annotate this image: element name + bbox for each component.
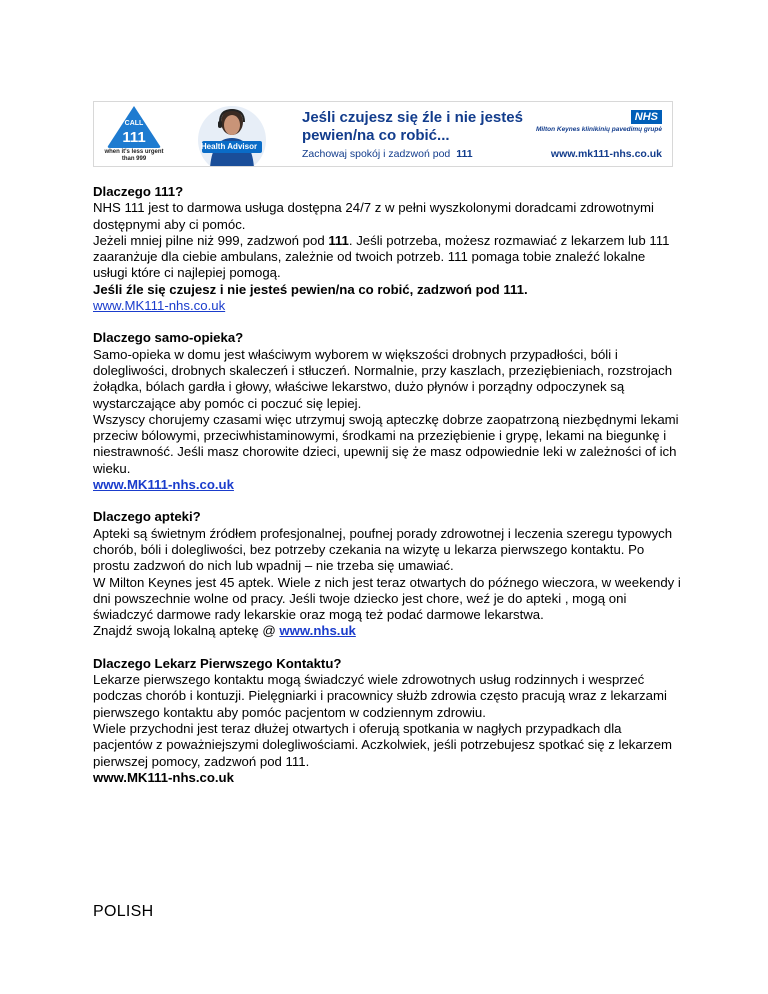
paragraph	[93, 623, 683, 639]
health-advisor-photo-icon	[196, 102, 268, 167]
section-self-care	[93, 330, 683, 493]
badge-caption: when it's less urgent than 999	[104, 149, 164, 162]
bold-callout: Jeśli źle się czujesz i nie jesteś pewien/na co robić, zadzwoń pod 111.	[93, 281, 528, 297]
banner-subline	[302, 148, 473, 160]
paragraph: W Milton Keynes jest 45 aptek. Wiele z nich jest teraz otwartych do późnego wieczora, w weekendy i dni powszechnie wolne od pracy. Jeśli twoje dziecko jest chore, weź je do apteki , mogą oni świadczyć darmowe rady lekarskie oraz mogą też podać darmowe lekarstwa.	[93, 574, 681, 623]
paragraph: Wiele przychodni jest teraz dłużej otwartych i oferują spotkania w nagłych przypadkach dla pacjentów z poważniejszymi dolegliwościami. Aczkolwiek, jeśli potrzebujesz spotkać się z lekarzem pierwszej pomocy, zadzwoń pod 111.	[93, 720, 673, 769]
call-111-badge-icon	[106, 105, 162, 149]
paragraph: Samo-opieka w domu jest właściwym wyborem w większości drobnych przypadłości, bóli i dolegliwości, drobnych skaleczeń i stłuczeń. Normalnie, przy kaszlach, przeziębieniach, rozstrojach żołądka, bólach gardła i głowy, właściwe lekarstwo, dużo płynów i porządny odpoczynek są wystarczające aby pomóc ci poczuć się lepiej.	[93, 346, 673, 411]
banner-website: www.mk111-nhs.co.uk	[550, 148, 662, 160]
section-heading: Dlaczego samo-opieka?	[93, 330, 244, 346]
nhs-logo: NHS	[631, 110, 662, 124]
paragraph: NHS 111 jest to darmowa usługa dostępna 24/7 z w pełni wyszkolonymi doradcami zdrowotnymi dostępnymi aby ci pomóc.	[93, 200, 654, 232]
section-heading: Dlaczego apteki?	[93, 509, 201, 525]
section-gp	[93, 656, 683, 786]
nhs111-banner	[93, 101, 673, 167]
paragraph	[93, 233, 683, 282]
language-label: POLISH	[93, 903, 154, 920]
badge-call-text: CALL	[124, 120, 144, 127]
paragraph: Lekarze pierwszego kontaktu mogą świadczyć wiele zdrowotnych usług rodzinnych i wesprzeć podczas chorób i kontuzji. Pielęgniarki i pracownicy służb zdrowia często pracują wraz z lekarzami pierwszego kontaktu aby pomóc pacjentom w codziennym zdrowiu.	[93, 672, 667, 720]
mk111-link[interactable]: www.MK111-nhs.co.uk	[93, 477, 234, 493]
mk111-link[interactable]: www.MK111-nhs.co.uk	[93, 298, 226, 314]
paragraph: Wszyscy chorujemy czasami więc utrzymuj swoją apteczkę dobrze zaopatrzoną niezbędnymi lekami przeciw bólowymi, przeciwhistaminowymi, środkami na przeziębienie i grypę, lekami na biegunkę i niestrawność. Jeśli masz chorowite dzieci, upewnij się że masz odpowiednie leki w zależności of ich wieku.	[93, 411, 679, 476]
mk111-website-text: www.MK111-nhs.co.uk	[93, 769, 234, 785]
section-why-111	[93, 184, 683, 314]
section-pharmacies	[93, 509, 683, 639]
section-heading: Dlaczego 111?	[93, 184, 184, 199]
advisor-label: Health Advisor	[200, 142, 258, 151]
badge-number: 111	[122, 129, 146, 146]
banner-subline-text: Zachowaj spokój i zadzwoń pod	[302, 148, 451, 160]
nhs-uk-link[interactable]: www.nhs.uk	[279, 623, 356, 639]
trust-name: Milton Keynes klinikinių pavedimų grupė	[535, 126, 662, 133]
paragraph: Apteki są świetnym źródłem profesjonalnej, poufnej porady zdrowotnej i leczenia szeregu typowych chorób, bóli i dolegliwości, bez potrzeby czekania na wizytę u lekarza pierwszego kontaktu. Po prostu zadzwoń do nich lub wpadnij – nie trzeba się umawiać.	[93, 525, 673, 574]
paragraph-text: Jeżeli mniej pilne niż 999, zadzwoń pod	[93, 232, 329, 248]
paragraph-text: Znajdź swoją lokalną aptekę @	[93, 623, 280, 639]
banner-subline-number: 111	[456, 148, 473, 160]
document-body	[93, 184, 683, 802]
banner-headline: Jeśli czujesz się źle i nie jesteś pewien/na co robić...	[302, 109, 523, 144]
paragraph-text: . Jeśli potrzeba, możesz rozmawiać z lekarzem lub 111 zaaranżuje dla ciebie ambulans, zależnie od twoich potrzeb. 111 pomaga tobie znaleźć lokalne usługi które ci najlepiej pomogą.	[93, 232, 670, 281]
bold-number: 111	[328, 232, 349, 248]
section-heading: Dlaczego Lekarz Pierwszego Kontaktu?	[93, 655, 342, 671]
